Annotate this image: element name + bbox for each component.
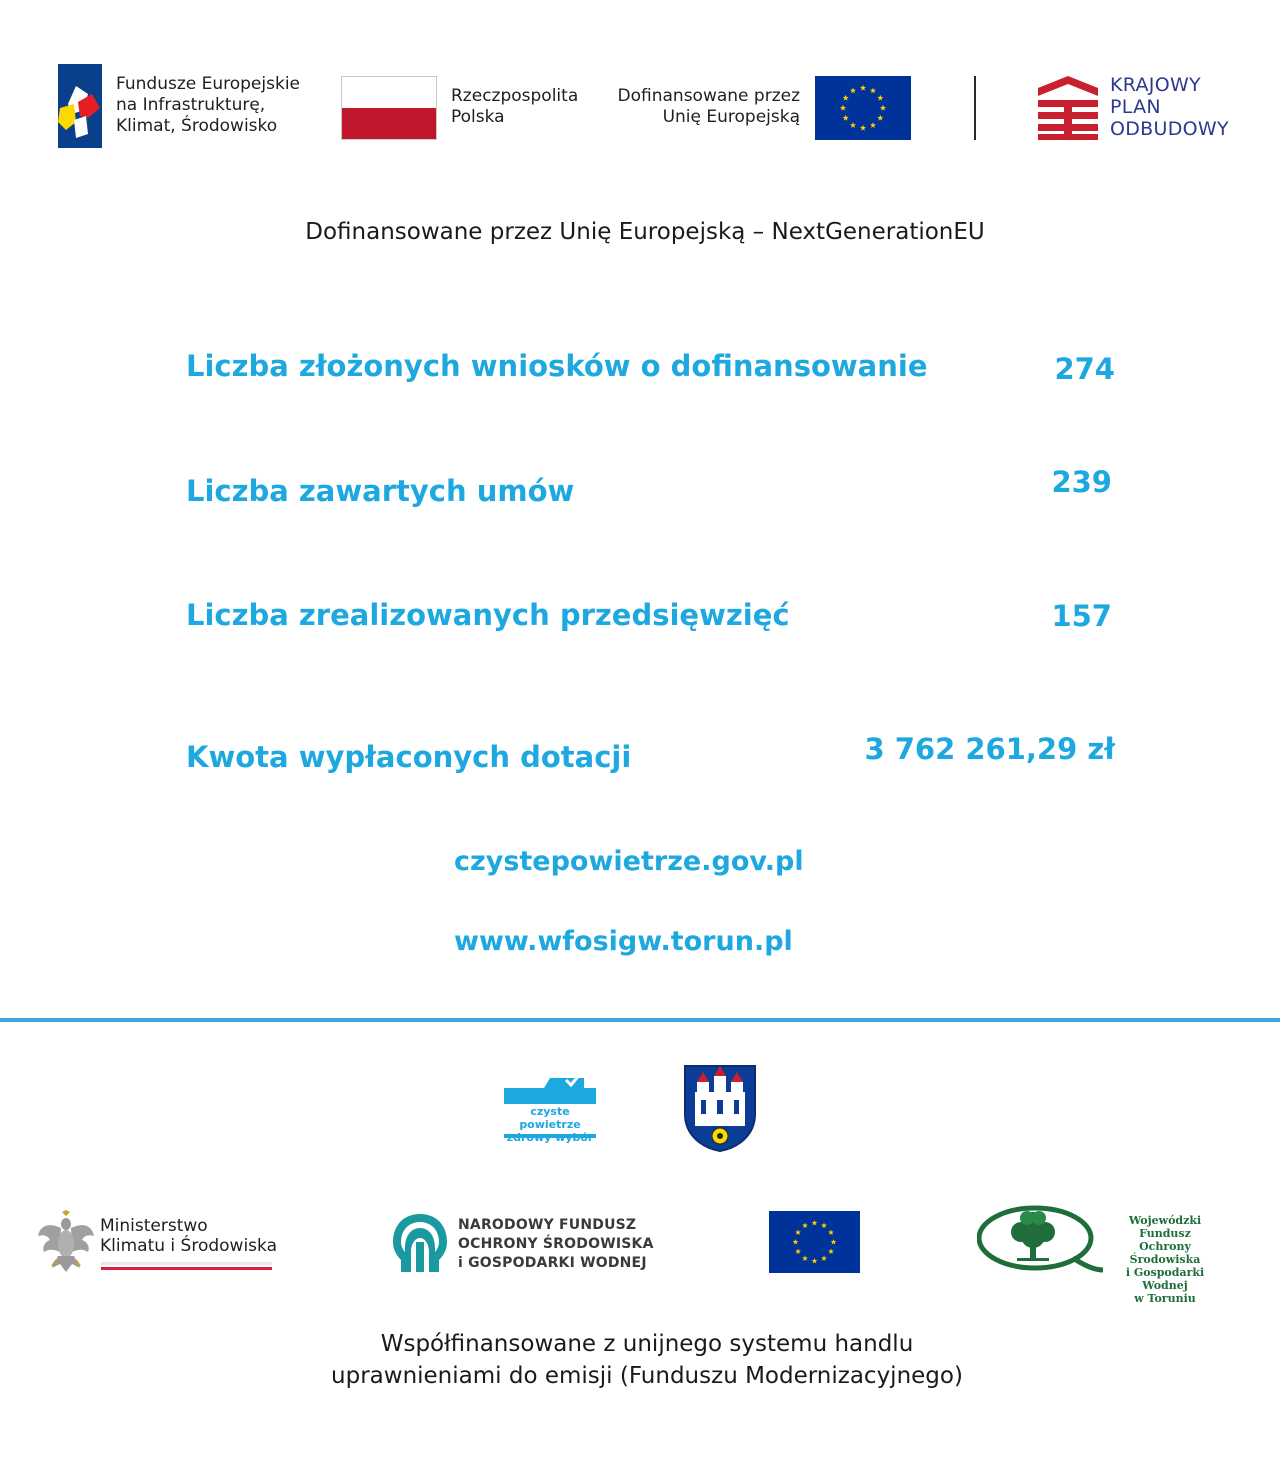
mkis-line-1: Ministerstwo: [100, 1216, 208, 1236]
link-czystepowietrze[interactable]: czystepowietrze.gov.pl: [454, 846, 804, 877]
footer-line-1: Współfinansowane z unijnego systemu handlu: [380, 1331, 914, 1357]
kpo-line-2: PLAN: [1110, 96, 1161, 118]
kpo-logo-icon: [1038, 76, 1098, 140]
stat-label-projects: Liczba zrealizowanych przedsięwzięć: [186, 598, 790, 632]
czyste-powietrze-logo: [504, 1074, 596, 1140]
wfosigw-line-1: Wojewódzki Fundusz: [1128, 1214, 1202, 1240]
stat-value-grant-amount: 3 762 261,29 zł: [864, 732, 1115, 766]
stat-label-grant-amount: Kwota wypłaconych dotacji: [186, 740, 632, 774]
nfosigw-logo-icon: [391, 1212, 449, 1274]
stat-value-applications: 274: [1054, 352, 1115, 386]
mkis-underline-white: [101, 1262, 272, 1265]
wfosigw-line-4: w Toruniu: [1134, 1292, 1196, 1305]
eu-flag-icon: [815, 76, 911, 140]
kpo-line-1: KRAJOWY: [1110, 74, 1201, 96]
stat-value-contracts: 239: [1051, 465, 1112, 499]
polish-eagle-icon: [38, 1210, 94, 1272]
nfosigw-line-1: NARODOWY FUNDUSZ: [458, 1217, 637, 1233]
stat-label-contracts: Liczba zawartych umów: [186, 474, 575, 508]
mkis-line-2: Klimatu i Środowiska: [100, 1236, 277, 1256]
mkis-logo-text: [100, 1216, 300, 1256]
kpo-line-3: ODBUDOWY: [1110, 118, 1229, 140]
kpo-logo-text: [1110, 74, 1270, 140]
stat-label-applications: Liczba złożonych wniosków o dofinansowanie: [186, 349, 928, 383]
eu-line-1: Dofinansowane przez: [617, 86, 800, 106]
wfosigw-logo-text: [1105, 1214, 1225, 1305]
polish-flag-icon: [341, 76, 437, 140]
city-coat-of-arms-icon: [683, 1064, 757, 1152]
fe-line-2: na Infrastrukturę,: [116, 95, 266, 115]
logo-separator: [974, 76, 976, 140]
czyste-powietrze-house-icon: [504, 1074, 596, 1104]
rp-line-2: Polska: [451, 107, 505, 127]
fe-logo-text: [116, 74, 316, 137]
wfosigw-line-2: Ochrony Środowiska: [1129, 1240, 1201, 1266]
nfosigw-line-2: OCHRONY ŚRODOWISKA: [458, 1236, 654, 1252]
stat-value-projects: 157: [1051, 599, 1112, 633]
wfosigw-tree-icon: [977, 1204, 1103, 1274]
eu-flag-icon-bottom: [769, 1211, 860, 1273]
fe-line-1: Fundusze Europejskie: [116, 74, 300, 94]
rp-line-1: Rzeczpospolita: [451, 86, 579, 106]
eu-cofinanced-text: [600, 86, 800, 128]
nfosigw-logo-text: [458, 1216, 658, 1273]
section-divider: [0, 1018, 1280, 1022]
link-wfosigw[interactable]: www.wfosigw.torun.pl: [454, 926, 793, 957]
footer-cofinancing-text: [0, 1328, 1280, 1392]
eu-line-2: Unię Europejską: [662, 107, 800, 127]
nfosigw-line-3: i GOSPODARKI WODNEJ: [458, 1255, 647, 1271]
cp-line-1: czyste powietrze: [519, 1105, 581, 1131]
nextgeneration-subtitle: Dofinansowane przez Unię Europejską – NextGenerationEU: [305, 219, 985, 245]
footer-line-2: uprawnieniami do emisji (Funduszu Modernizacyjnego): [331, 1363, 963, 1389]
fe-line-3: Klimat, Środowisko: [116, 116, 278, 136]
wfosigw-line-3: i Gospodarki Wodnej: [1125, 1266, 1205, 1292]
rp-logo-text: [451, 86, 601, 128]
mkis-underline-red: [101, 1267, 272, 1270]
fe-star-flag-icon: [58, 64, 102, 148]
fe-logo: [58, 64, 308, 148]
